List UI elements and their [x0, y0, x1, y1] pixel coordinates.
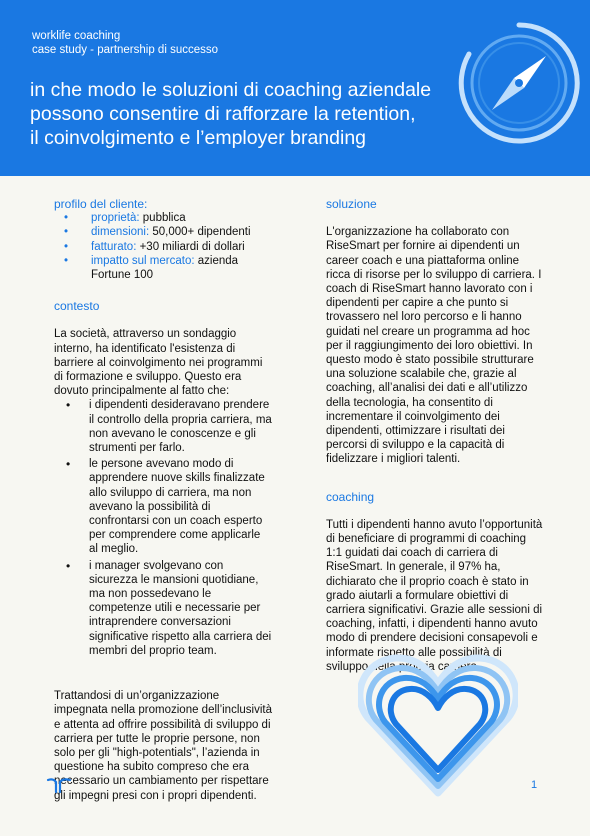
contesto-heading: contesto — [54, 299, 100, 314]
list-item-continuation: Fortune 100 — [91, 269, 154, 282]
soluzione-heading: soluzione — [326, 197, 377, 211]
kicker-case-study: case study - partnership di successo — [32, 44, 219, 56]
coaching-heading: coaching — [326, 489, 375, 504]
list-item: • i manager svolgevano con sicurezza le mansioni quotidiane, ma non possedevano le competenze utili e necessarie per intraprendere conversazioni significative rispetto alla carriera dei membri del proprio team. — [54, 559, 272, 658]
coaching-text: Tutti i dipendenti hanno avuto l’opportunità di beneficiare di programmi di coaching 1:1 guidati dai coach di carriera di RiseSmart. In generale, il 97% ha, dichiarato che il proprio coach è stato in grado aiutarli a formulare obiettivi di carriera significativi. Grazie alle sessioni di coaching, infatti, i dipendenti hanno avuto modo di prendere decisioni consapevoli e informate rispetto alle possibilità di sviluppo della propria carriera. — [326, 518, 543, 673]
contesto-bullets — [54, 398, 272, 658]
heart-icon — [358, 648, 518, 798]
list-item: • dimensioni: 50,000+ dipendenti — [54, 225, 272, 239]
title-line-1: in che modo le soluzioni di coaching aziendale — [30, 79, 432, 101]
logo-icon — [46, 776, 72, 794]
contesto-closing: Trattandosi di un’organizzazione impegnata nella promozione dell’inclusività e attenta ad offrire possibilità di sviluppo di carriera per tutte le proprie persone, non solo per gli "high-potentials", l’azienda in questione ha subito compreso che era necessario un cambiamento per rispettare gli impegni presi con i propri dipendenti. — [54, 690, 272, 802]
title-line-2: possono consentire di rafforzare la retention, — [30, 103, 416, 125]
header-banner — [0, 0, 590, 176]
list-item: • fatturato: +30 miliardi di dollari — [54, 240, 272, 254]
contesto-intro: La società, attraverso un sondaggio interno, ha identificato l'esistenza di barriere al coinvolgimento nei programmi di formazione e sviluppo. Questo era dovuto principalmente al fatto che: — [54, 328, 263, 398]
list-item: • i dipendenti desideravano prendere il controllo della propria carriera, ma non avevano le conoscenze e gli strumenti per farlo. — [54, 398, 272, 455]
compass-icon — [454, 18, 584, 148]
list-item: • impatto sul mercato: azienda — [54, 254, 272, 268]
right-column — [326, 197, 544, 674]
left-column — [54, 197, 272, 803]
list-item: • proprietà: pubblica — [54, 211, 272, 225]
profile-heading: profilo del cliente: — [54, 197, 148, 211]
page-number: 1 — [531, 779, 538, 791]
kicker-worklife: worklife coaching — [32, 30, 121, 42]
soluzione-text: L'organizzazione ha collaborato con RiseSmart per fornire ai dipendenti un career coach e una piattaforma online ricca di risorse per lo sviluppo di carriera. I coach di RiseSmart hanno lavorato con i dipendenti per capire a che punto si trovassero nel loro percorso e li hanno guidati nel creare un programma ad hoc per il raggiungimento dei loro obiettivi. In questo modo è stato possibile strutturare una soluzione scalabile che, grazie al coaching, all’analisi dei dati e all’utilizzo della tecnologia, ha consentito di incrementare il coinvolgimento dei dipendenti, ottimizzare i risultati dei percorsi di sviluppo e la capacità di fidelizzare i migliori talenti. — [326, 226, 542, 466]
title-line-3: il coinvolgimento e l’employer branding — [30, 127, 367, 149]
profile-list — [54, 211, 272, 282]
list-item: • le persone avevano modo di apprendere nuove skills finalizzate allo sviluppo di carriera, ma non avevano la possibilità di confrontarsi con un coach esperto per comprendere come applicarle al meglio. — [54, 457, 272, 556]
